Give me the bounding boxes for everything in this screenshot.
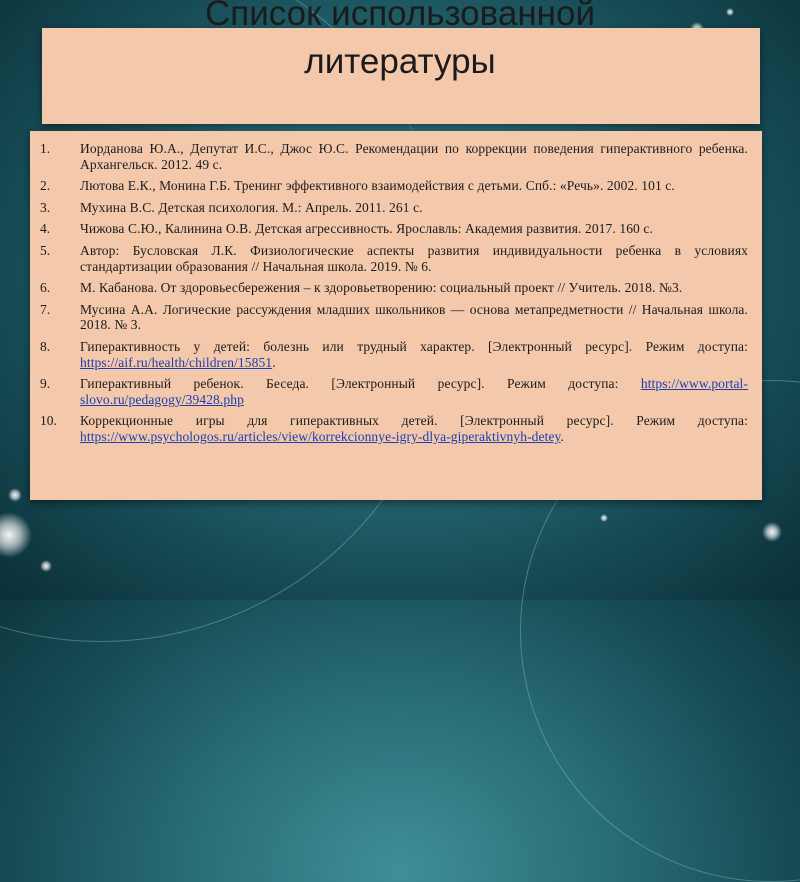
reference-item [40,178,748,194]
reference-text [80,376,748,407]
reference-citation: Автор: Бусловская Л.К. Физиологические аспекты развития индивидуальности ребенка в условиях стандартизации образования // Начальная школа. 2019. № 6. [80,242,748,274]
slide-title: Список использованной литературы [205,0,595,81]
reference-number: 9. [40,376,51,392]
reference-citation: Иорданова Ю.А., Депутат И.С., Джос Ю.С. Рекомендации по коррекции поведения гиперактивного ребенка. Архангельск. 2012. 49 с. [80,141,748,172]
reference-item [40,221,748,237]
reference-link[interactable]: https://aif.ru/health/children/15851 [80,354,273,370]
reference-item [40,243,748,274]
reference-number: 4. [40,221,51,237]
reference-citation: Чижова С.Ю., Калинина О.В. Детская агрессивность. Ярославль: Академия развития. 2017. 160 с. [80,221,653,237]
reference-item [40,141,748,172]
reference-number: 7. [40,301,51,317]
reference-text [80,221,748,237]
reference-item [40,302,748,333]
reference-item [40,339,748,370]
reference-text [80,302,748,333]
reference-link[interactable]: https://www.portal-slovo.ru/pedagogy/39428.php [80,376,748,407]
reference-list [30,131,762,500]
reference-citation: Мусина А.А. Логические рассуждения младших школьников — основа метапредметности // Начальная школа. 2018. № 3. [80,301,748,333]
reference-text [80,200,748,216]
reference-item [40,376,748,407]
reference-text [80,141,748,172]
light-orb [600,514,608,522]
reference-citation: Мухина В.С. Детская психология. М.: Апрель. 2011. 261 с. [80,199,423,215]
reference-number: 3. [40,199,51,215]
reference-citation: Коррекционные игры для гиперактивных детей. [Электронный ресурс]. Режим доступа: [80,413,748,429]
reference-text [80,243,748,274]
light-orb [8,488,22,502]
reference-number: 8. [40,338,51,354]
light-orb [40,560,52,572]
reference-number: 5. [40,242,51,258]
reference-citation: Гиперактивность у детей: болезнь или трудный характер. [Электронный ресурс]. Режим доступа: [80,338,748,354]
reference-citation: Гиперактивный ребенок. Беседа. [Электронный ресурс]. Режим доступа: [80,376,641,392]
reference-citation: М. Кабанова. От здоровьесбережения – к здоровьетворению: социальный проект // Учитель. 2018. №3. [80,280,683,296]
reference-suffix: . [560,428,565,444]
reference-item [40,200,748,216]
reference-item [40,280,748,296]
reference-number: 1. [40,141,51,156]
reference-text [80,178,748,194]
light-orb [762,522,782,542]
reference-number: 2. [40,178,51,194]
reference-suffix: . [272,354,276,370]
reference-text [80,280,748,296]
reference-text [80,413,748,444]
reference-citation: Лютова Е.К., Монина Г.Б. Тренинг эффективного взаимодействия с детьми. Спб.: «Речь». 2002. 101 с. [80,178,675,194]
reference-number: 10. [40,413,57,429]
reference-text [80,339,748,370]
reference-number: 6. [40,280,51,296]
reference-item [40,413,748,444]
reference-link[interactable]: https://www.psychologos.ru/articles/view/korrekcionnye-igry-dlya-giperaktivnyh-detey [80,428,561,444]
